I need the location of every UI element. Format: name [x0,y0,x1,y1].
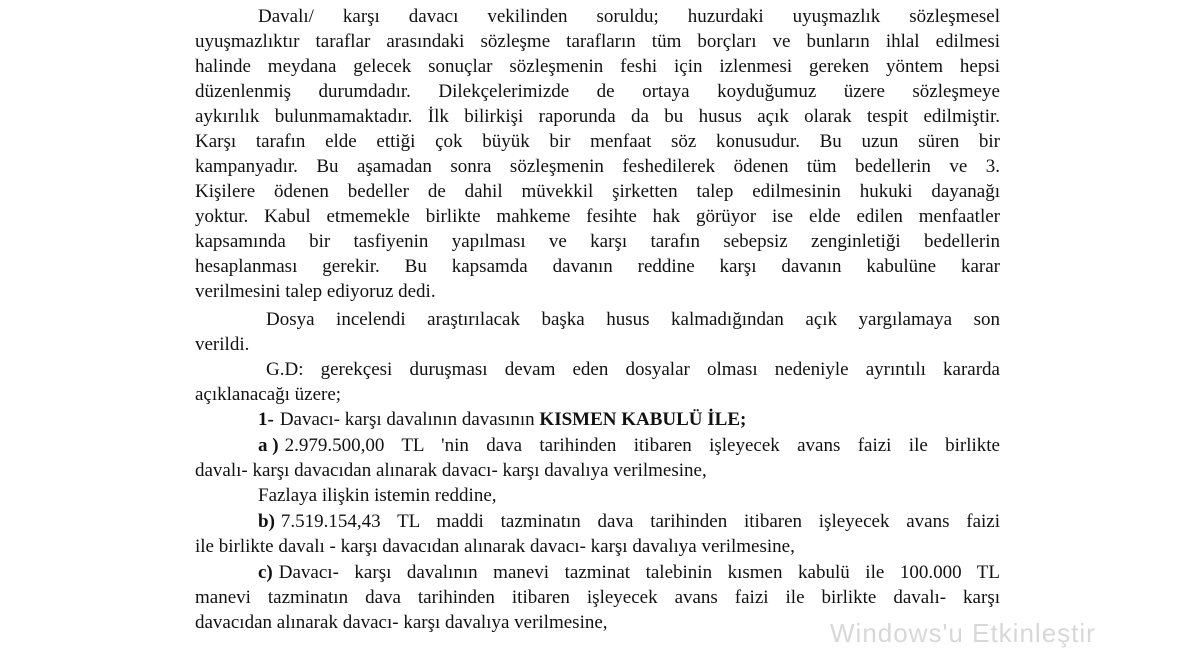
item-a-line-1 [258,433,1000,458]
item-a-line-2: davalı- karşı davacıdan alınarak davacı- karşı davalıya verilmesine, [195,460,707,481]
text-line-5: aykırılık bulunmamaktadır. İlk bilirkişi raporunda da bu husus açık olarak tespit edilmiştir. [195,106,1000,127]
item-b-text-1: 7.519.154,43 TL maddi tazminatın dava tarihinden itibaren işleyecek avans faizi [280,511,1000,532]
item-c-line-1 [258,560,1000,585]
excess-line: Fazlaya ilişkin istemin reddine, [258,485,497,506]
item-b-line-2: ile birlikte davalı - karşı davacıdan alınarak davacı- karşı davalıya verilmesine, [195,536,795,557]
text-line-2: uyuşmazlıktır taraflar arasındaki sözleşme tarafların tüm borçları ve bunların ihlal edilmesi [195,31,1000,52]
text-line-13: Dosya incelendi araştırılacak başka husus kalmadığından açık yargılamaya son [266,309,1000,330]
text-line-14: verildi. [195,334,250,355]
item-1-number: 1- [258,409,274,430]
item-c-text-1: Davacı- karşı davalının manevi tazminat talebinin kısmen kabulü ile 100.000 TL [278,562,1000,583]
item-1-text: Davacı- karşı davalının davasının [279,409,535,430]
text-line-10: kapsamında bir tasfiyenin yapılması ve karşı tarafın sebepsiz zenginletiği bedellerin [195,231,1000,252]
text-line-15: G.D: gerekçesi duruşması devam eden dosyalar olması nedeniyle ayrıntılı kararda [266,359,1000,380]
text-line-9: yoktur. Kabul etmemekle birlikte mahkeme fesihte hak görüyor ise elde edilen menfaatler [195,206,1000,227]
item-b-label: b) [258,511,275,532]
item-1-emphasis: KISMEN KABULÜ İLE; [539,409,747,430]
text-line-11: hesaplanması gerekir. Bu kapsamda davanın reddine karşı davanın kabulüne karar [195,256,1000,277]
item-c-line-3: davacıdan alınarak davacı- karşı davalıya verilmesine, [195,612,608,633]
text-line-12: verilmesini talep ediyoruz dedi. [195,281,436,302]
item-c-label: c) [258,562,273,583]
item-a-label: a ) [258,435,279,456]
item-1-line [258,407,1000,432]
text-line-16: açıklanacağı üzere; [195,384,342,405]
activation-watermark: Windows'u Etkinleştir [830,618,1096,648]
text-line-4: düzenlenmiş durumdadır. Dilekçelerimizde de ortaya koyduğumuz üzere sözleşmeye [195,81,1000,102]
item-c-line-2: manevi tazminatın dava tarihinden itibaren işleyecek avans faizi ile birlikte davalı- karşı [195,587,1000,608]
text-line-6: Karşı tarafın elde ettiği çok büyük bir menfaat söz konusudur. Bu uzun süren bir [195,131,1000,152]
item-b-line-1 [258,509,1000,534]
text-line-8: Kişilere ödenen bedeller de dahil müvekkil şirketten talep edilmesinin hukuki dayanağı [195,181,1000,202]
text-line-1: Davalı/ karşı davacı vekilinden soruldu; huzurdaki uyuşmazlık sözleşmesel [258,6,1000,27]
item-a-text-1: 2.979.500,00 TL 'nin dava tarihinden itibaren işleyecek avans faizi ile birlikte [284,435,1000,456]
text-line-7: kampanyadır. Bu aşamadan sonra sözleşmenin feshedilerek ödenen tüm bedellerin ve 3. [195,156,1000,177]
text-line-3: halinde meydana gelecek sonuçlar sözleşmenin feshi için izlenmesi gereken yöntem hepsi [195,56,1000,77]
